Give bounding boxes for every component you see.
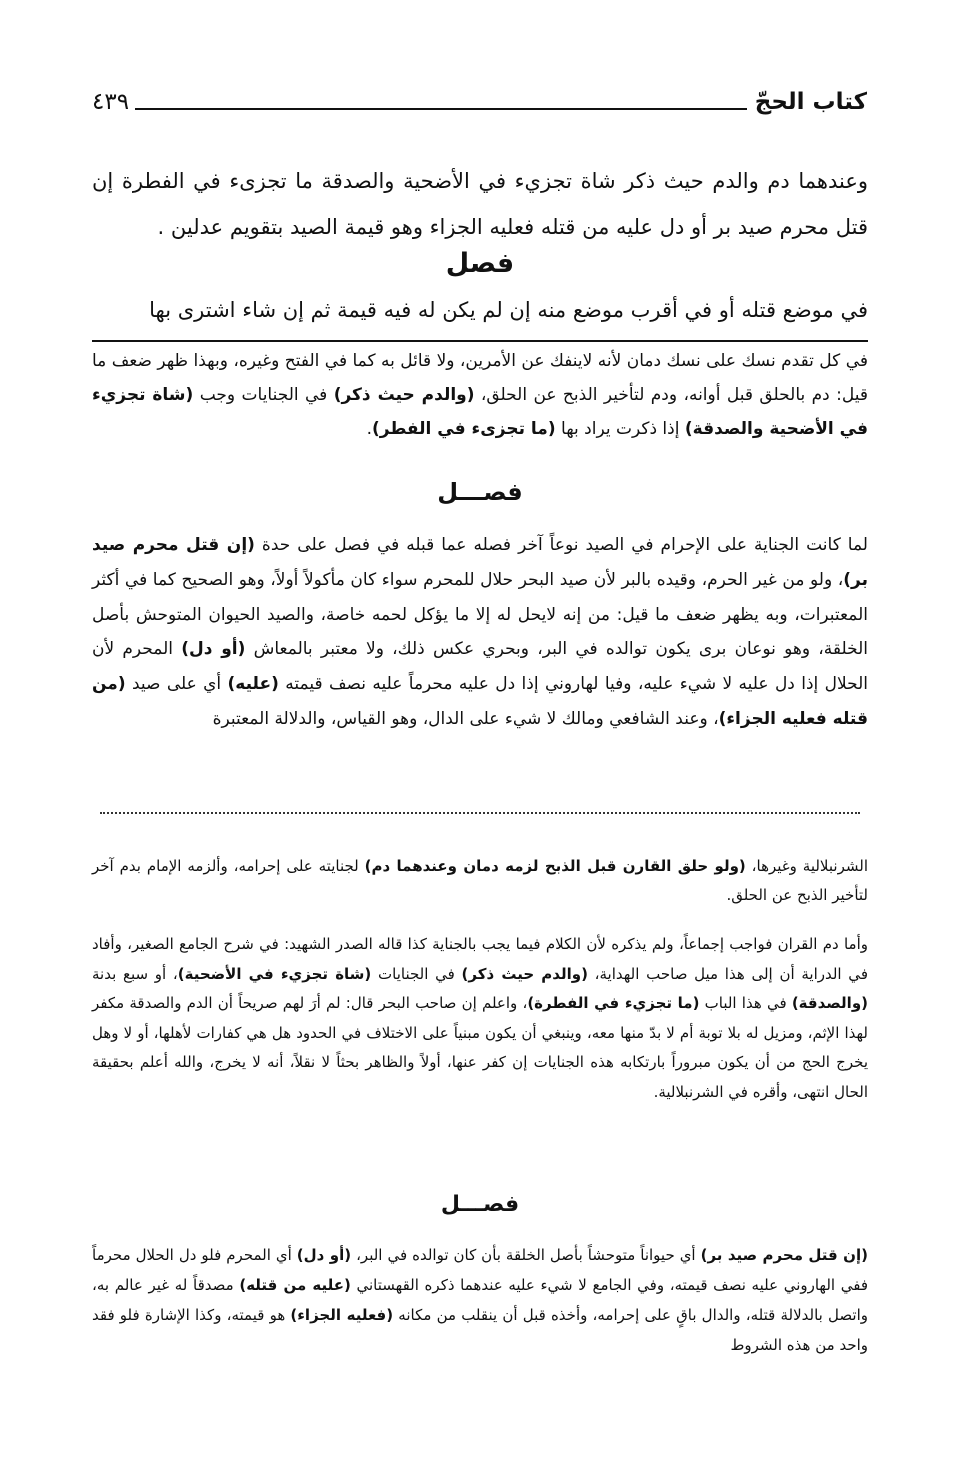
quoted-matn: (شاة تجزيء في الأضحية والصدقة): [92, 384, 868, 439]
text-run: في الجنايات: [371, 964, 462, 983]
quoted-matn: (من قتله فعليه الجزاء): [92, 674, 868, 729]
quoted-matn: (والدم حيث ذكر): [333, 384, 475, 405]
book-title: كتاب الحجّ: [754, 89, 867, 115]
text-run: في هذا الباب: [699, 994, 792, 1012]
sharh-paragraph-1: [92, 345, 868, 446]
matn-paragraph-2: في موضع قتله أو في أقرب موضع منه إن لم يكن له فيه قيمة ثم إن شاء اشترى بها: [149, 298, 868, 322]
text-run: هو قيمته، وكذا الإشارة فلو فقد واحد من هذه الشروط: [92, 1306, 868, 1354]
text-run: .: [366, 418, 372, 439]
text-run: إذا ذكرت يراد بها: [555, 418, 685, 439]
quoted-matn: (إن قتل محرم صيد بر): [700, 1246, 868, 1264]
quoted-matn: (والدم حيث ذكر): [461, 964, 588, 983]
text-run: ، ولو من غير الحرم، وقيده بالبر لأن صيد البحر حلال للمحرم سواء كان مأكولاً أولاً، وهو الصحيح كما في أكثر المعتبرات، وبه يظهر ضعف ما قيل: من إنه لايحل له إلا ما يؤكل لحمه خاصة، والصيد الحيوان المتوحش بأصل الخلقة، وهو نوعان برى يكون توالده في البر، وبحري عكس ذلك، ولا معتبر بالمعاش: [92, 569, 868, 660]
text-run: أي حيواناً متوحشاً بأصل الخلقة بأن كان توالده في البر،: [351, 1246, 701, 1264]
quoted-matn: (إن قتل محرم صيد بر): [92, 535, 868, 590]
text-run: في الجنايات وجب: [193, 384, 334, 405]
quoted-matn: (والصدقة): [791, 994, 868, 1012]
text-run: الشرنبلالية وغيرها،: [745, 857, 868, 875]
sharh-fasl-heading: فصـــل: [437, 478, 523, 506]
matn-fasl-heading: فصل: [445, 248, 515, 279]
dotted-separator: [100, 812, 860, 824]
hashiya-paragraph-3: [92, 1240, 868, 1360]
text-run: ، وعند الشافعي ومالك لا شيء على الدال، وهو القياس، والدلالة المعتبرة: [212, 708, 719, 729]
text-run: وأما دم القران فواجب إجماعاً، ولم يذكره لأن الكلام فيما يجب بالجناية كذا قاله الصدر الشهيد: في شرح الجامع الصغير، وأفاد في الدراية أن إلى هذا ميل صاحب الهداية،: [92, 935, 868, 983]
text-run: لجنايته على إحرامه، وألزمه الإمام بدم آخر لتأخير الذبح عن الحلق.: [92, 857, 868, 904]
text-run: المحرم لأن الحلال إذا دل عليه لا شيء عليه، وفيا لهاروني إذا دل عليه محرماً عليه نصف قيمته: [92, 639, 868, 695]
quoted-matn: (ما تجزىء في الفطر): [372, 418, 556, 439]
quoted-matn: (ما تجزيء في الفطرة): [527, 994, 700, 1012]
quoted-matn: (عليه): [227, 674, 279, 695]
quoted-matn: (أو دل): [181, 639, 246, 660]
matn-divider: [92, 340, 868, 342]
quoted-matn: (ولو حلق القارن قبل الذبح لزمه دمان وعندهما دم): [364, 857, 746, 875]
text-run: لما كانت الجناية على الإحرام في الصيد نوعاً آخر فصله عما قبله في فصل على حدة: [254, 535, 868, 555]
page-number: ٤٣٩: [92, 89, 130, 115]
header-rule: [135, 108, 747, 110]
text-run: في كل تقدم نسك على نسك دمان لأنه لاينفك عن الأمرين، ولا قائل به كما في الفتح وغيره، وبهذا ظهر ضعف ما قيل: دم بالحلق قبل أوانه، ودم لتأخير الذبح عن الحلق،: [92, 351, 868, 405]
hashiya-paragraph-2: [92, 930, 868, 1107]
quoted-matn: (عليه من قتله): [239, 1276, 351, 1294]
quoted-matn: (شاة تجزيء في الأضحية): [177, 964, 372, 983]
text-run: أي على صيد: [125, 674, 228, 695]
hashiya-paragraph-1: [92, 852, 868, 910]
hashiya-fasl-heading: فصـــل: [440, 1192, 520, 1217]
quoted-matn: (فعليه الجزاء): [290, 1306, 394, 1324]
sharh-paragraph-2: [92, 528, 868, 737]
matn-paragraph-1: وعندهما دم والدم حيث ذكر شاة تجزيء في الأضحية والصدقة ما تجزىء في الفطرة إن قتل محرم صيد بر أو دل عليه من قتله فعليه الجزاء وهو قيمة الصيد بتقويم عدلين .: [92, 169, 868, 239]
text-run: مصدقاً له غير عالم به، واتصل بالدلالة قتله، والدال باقٍ على إحرامه، وأخذه قبل أن ينقلب من مكانه: [92, 1276, 868, 1324]
quoted-matn: (أو دل): [296, 1246, 352, 1264]
text-run: ، واعلم إن صاحب البحر قال: لم أرَ لهم صريحاً أن الدم والصدقة مكفر لهذا الإثم، ومزيل له بلا توبة أم لا بدّ منها معه، وينبغي أن يكون مبنياً على الاختلاف في الحدود هل هي كفارات لأهلها، أو لا وهل يخرج الحج من أن يكون مبروراً بارتكابه هذه الجنايات إن كفر عنها، أولاً والظاهر بحثاً لا نقلاً، أنه لا يخرج، والله أعلم بحقيقة الحال انتهى، وأقره في الشرنبلالية.: [92, 994, 868, 1101]
text-run: أي المحرم فلو دل الحلال محرماً ففي الهاروني عليه نصف قيمته، وفي الجامع لا شيء عليه عندهما ذكره القهستاني: [92, 1246, 868, 1294]
page-header: [92, 82, 867, 122]
text-run: ، أو سبع بدنة: [92, 964, 178, 983]
